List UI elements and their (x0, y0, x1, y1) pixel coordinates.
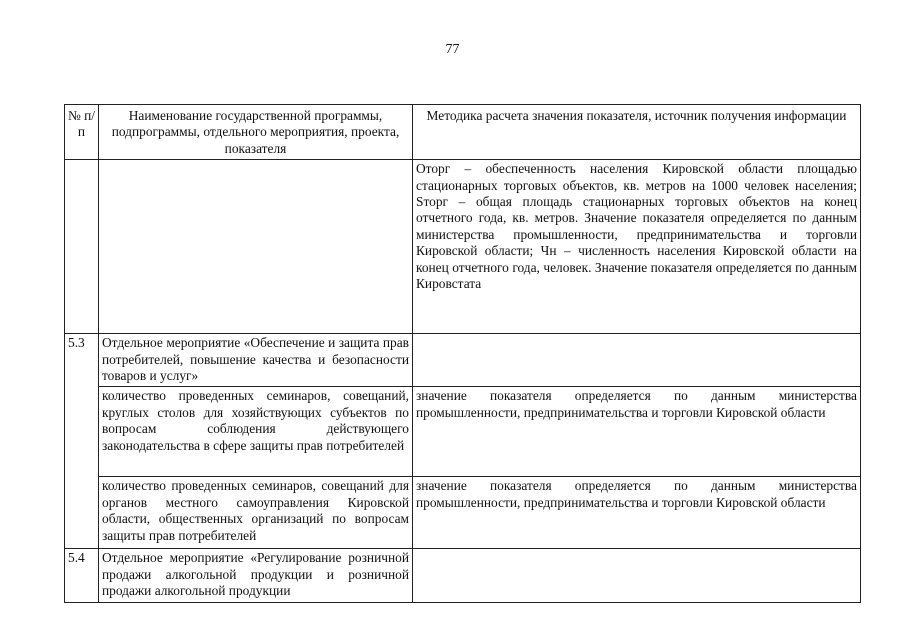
row-name: количество проведенных семинаров, совещаний для органов местного самоуправления Кировской области, общественных организаций по вопросам защиты прав потребителей (99, 477, 413, 549)
table-row (65, 334, 861, 387)
row-num (65, 160, 99, 334)
header-name: Наименование государственной программы, подпрограммы, отдельного мероприятия, проекта, показателя (99, 105, 413, 160)
header-method: Методика расчета значения показателя, источник получения информации (413, 105, 861, 160)
row-name: Отдельное мероприятие «Регулирование розничной продажи алкогольной продукции и розничной продажи алкогольной продукции (99, 549, 413, 603)
row-method: значение показателя определяется по данным министерства промышленности, предпринимательства и торговли Кировской области (413, 387, 861, 477)
row-name: количество проведенных семинаров, совещаний, круглых столов для хозяйствующих субъектов по вопросам соблюдения действующего законодательства в сфере защиты прав потребителей (99, 387, 413, 477)
table-row (65, 387, 861, 477)
row-method (413, 334, 861, 387)
page-number: 77 (445, 42, 460, 57)
row-num: 5.4 (65, 549, 99, 603)
indicator-methodology-table (64, 104, 861, 603)
table-row (65, 477, 861, 549)
row-num: 5.3 (65, 334, 99, 549)
table-row (65, 549, 861, 603)
row-name: Отдельное мероприятие «Обеспечение и защита прав потребителей, повышение качества и безопасности товаров и услуг» (99, 334, 413, 387)
table-row (65, 160, 861, 334)
header-num: № п/п (65, 105, 99, 160)
row-name (99, 160, 413, 334)
table-header-row (65, 105, 861, 160)
row-method: Оторг – обеспеченность населения Кировской области площадью стационарных торговых объектов, кв. метров на 1000 человек населения; Sторг – общая площадь стационарных торговых объектов на конец отчетного года, кв. метров. Значение показателя определяется по данным министерства промышленности, предпринимательства и торговли Кировской области; Чн – численность населения Кировской области на конец отчетного года, человек. Значение показателя определяется по данным Кировстата (413, 160, 861, 334)
row-method (413, 549, 861, 603)
row-method: значение показателя определяется по данным министерства промышленности, предпринимательства и торговли Кировской области (413, 477, 861, 549)
